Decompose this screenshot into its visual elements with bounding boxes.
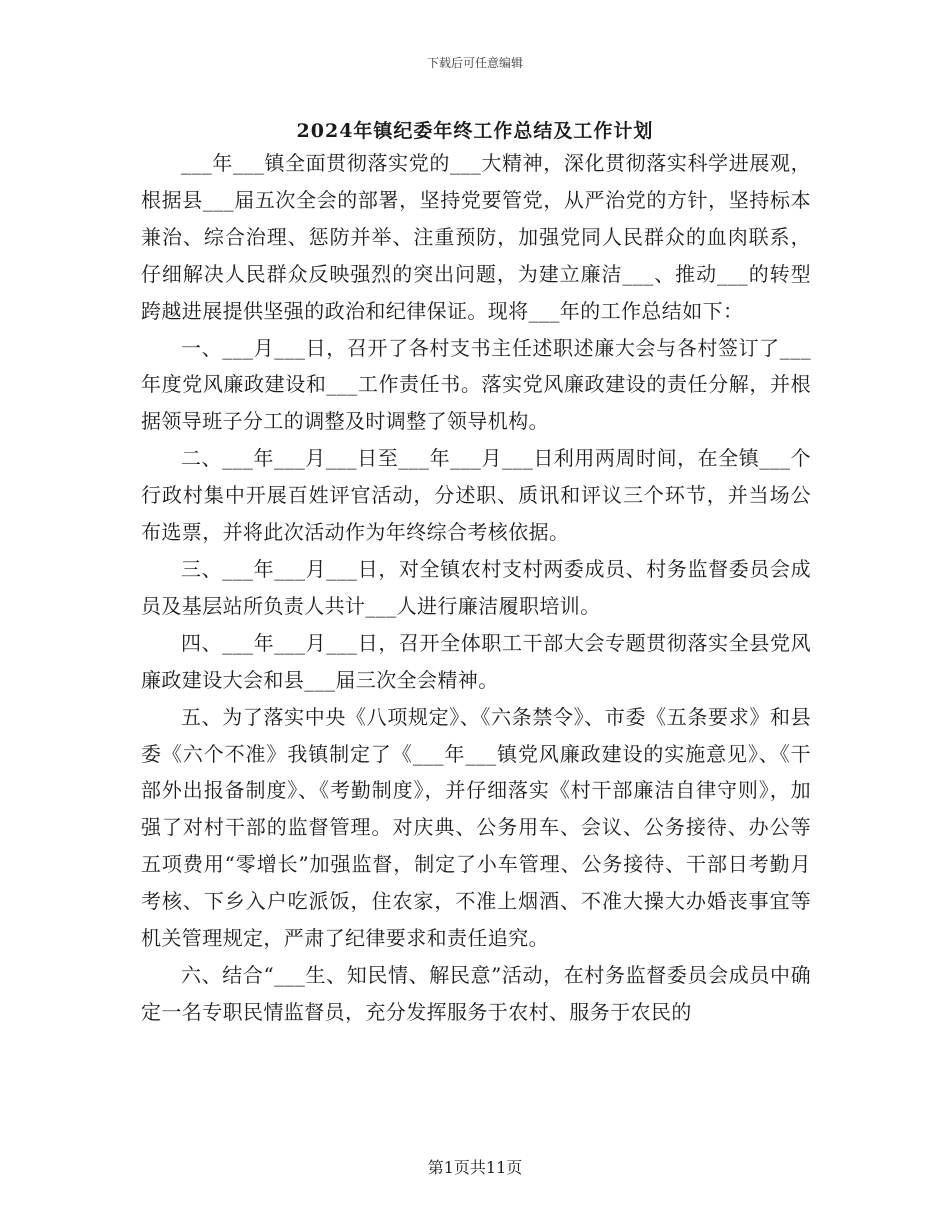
paragraph-item-4: 四、___年___月___日，召开全体职工干部大会专题贯彻落实全县党风廉政建设大会和县___届三次全会精神。 <box>141 630 811 692</box>
paragraph-item-6: 六、结合“___生、知民情、解民意”活动，在村务监督委员会成员中确定一名专职民情监督员，充分发挥服务于农村、服务于农民的 <box>141 962 811 1024</box>
paragraph-item-5: 五、为了落实中央《八项规定》、《六条禁令》、市委《五条要求》和县委《六个不准》我镇制定了《___年___镇党风廉政建设的实施意见》、《干部外出报备制度》、《考勤制度》，并仔细落实《村干部廉洁自律守则》，加强了对村干部的监督管理。对庆典、公务用车、会议、公务接待、办公等五项费用“零增长”加强监督，制定了小车管理、公务接待、干部日考勤月考核、下乡入户吃派饭，住农家，不准上烟酒、不准大操大办婚丧事宜等机关管理规定，严肃了纪律要求和责任追究。 <box>141 704 811 951</box>
paragraph-item-2: 二、___年___月___日至___年___月___日利用两周时间，在全镇___个行政村集中开展百姓评官活动，分述职、质讯和评议三个环节，并当场公布选票，并将此次活动作为年终综合考核依据。 <box>141 446 811 545</box>
paragraph-intro: ___年___镇全面贯彻落实党的___大精神，深化贯彻落实科学进展观，根据县___届五次全会的部署，坚持党要管党，从严治党的方针，坚持标本兼治、综合治理、惩防并举、注重预防，加强党同人民群众的血肉联系，仔细解决人民群众反映强烈的突出问题，为建立廉洁___、推动___的转型跨越进展提供坚强的政治和纪律保证。现将___年的工作总结如下： <box>141 151 811 323</box>
paragraph-item-1: 一、___月___日，召开了各村支书主任述职述廉大会与各村签订了___年度党风廉政建设和___工作责任书。落实党风廉政建设的责任分解，并根据领导班子分工的调整及时调整了领导机构。 <box>141 335 811 434</box>
document-title: 2024年镇纪委年终工作总结及工作计划 <box>296 120 654 142</box>
header-note: 下载后可任意编辑 <box>426 56 523 70</box>
paragraph-item-3: 三、___年___月___日，对全镇农村支村两委成员、村务监督委员会成员及基层站所负责人共计___人进行廉洁履职培训。 <box>141 556 811 618</box>
document-body <box>141 145 811 1031</box>
page-number-footer: 第1页共11页 <box>427 1158 523 1177</box>
